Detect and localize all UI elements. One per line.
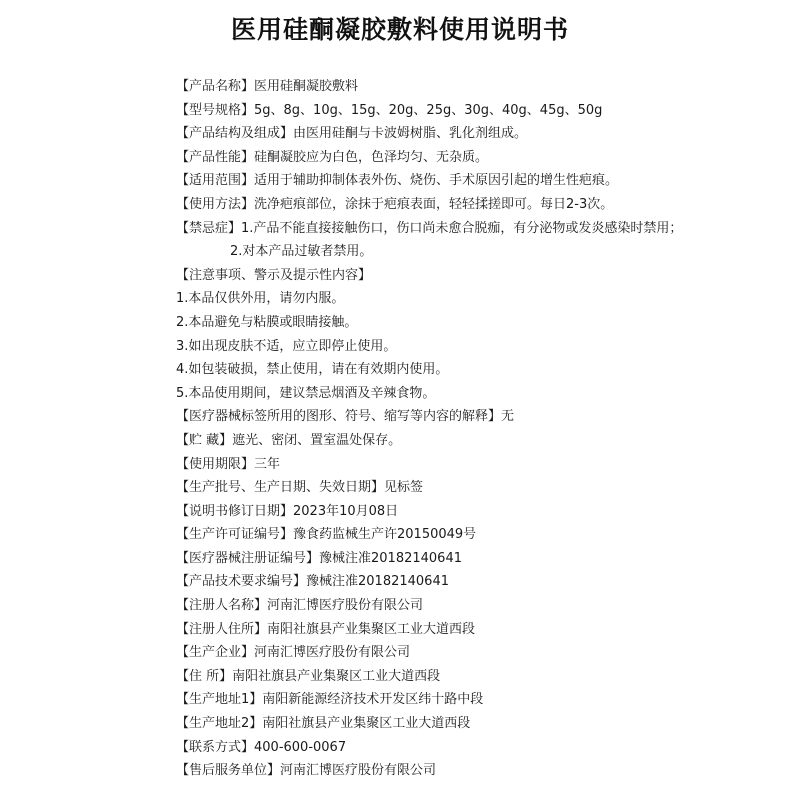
precaution-item: 1.本品仅供外用，请勿内服。 bbox=[176, 291, 345, 307]
revision-date-line: 【说明书修订日期】2023年10月08日 bbox=[176, 503, 399, 519]
address-line: 【住 所】南阳社旗县产业集聚区工业大道西段 bbox=[176, 668, 441, 684]
usage-line: 【使用方法】洗净疤痕部位，涂抹于疤痕表面，轻轻揉搓即可。每日2-3次。 bbox=[176, 196, 614, 212]
precautions-heading: 【注意事项、警示及提示性内容】 bbox=[176, 267, 372, 283]
product-name-line: 【产品名称】医用硅酮凝胶敷料 bbox=[176, 79, 359, 94]
contraindication-line-2: 2.对本产品过敏者禁用。 bbox=[230, 244, 373, 260]
storage-line: 【贮 藏】遮光、密闭、置室温处保存。 bbox=[176, 432, 402, 448]
precaution-item: 4.如包装破损，禁止使用，请在有效期内使用。 bbox=[176, 362, 449, 378]
after-sales-line: 【售后服务单位】河南汇博医疗股份有限公司 bbox=[176, 763, 437, 779]
scope-line: 【适用范围】适用于辅助抑制体表外伤、烧伤、手术原因引起的增生性疤痕。 bbox=[176, 173, 619, 189]
production-address-2-line: 【生产地址2】南阳社旗县产业集聚区工业大道西段 bbox=[176, 716, 471, 732]
label-symbols-line: 【医疗器械标签所用的图形、符号、缩写等内容的解释】无 bbox=[176, 409, 515, 425]
production-license-line: 【生产许可证编号】豫食药监械生产许20150049号 bbox=[176, 527, 477, 543]
performance-line: 【产品性能】硅酮凝胶应为白色，色泽均匀、无杂质。 bbox=[176, 149, 489, 165]
production-address-1-line: 【生产地址1】南阳新能源经济技术开发区纬十路中段 bbox=[176, 692, 484, 708]
batch-date-line: 【生产批号、生产日期、失效日期】见标签 bbox=[176, 480, 424, 496]
composition-line: 【产品结构及组成】由医用硅酮与卡波姆树脂、乳化剂组成。 bbox=[176, 126, 528, 142]
instruction-body bbox=[176, 75, 786, 783]
model-spec-line: 【型号规格】5g、8g、10g、15g、20g、25g、30g、40g、45g、50g bbox=[176, 102, 603, 118]
registration-number-line: 【医疗器械注册证编号】豫械注准20182140641 bbox=[176, 550, 462, 566]
shelf-life-line: 【使用期限】三年 bbox=[176, 456, 281, 472]
registrant-address-line: 【注册人住所】南阳社旗县产业集聚区工业大道西段 bbox=[176, 621, 476, 637]
tech-requirement-line: 【产品技术要求编号】豫械注准20182140641 bbox=[176, 574, 449, 590]
registrant-name-line: 【注册人名称】河南汇博医疗股份有限公司 bbox=[176, 598, 424, 614]
contraindication-line: 【禁忌症】1.产品不能直接接触伤口，伤口尚未愈合脱痂，有分泌物或发炎感染时禁用； bbox=[176, 220, 683, 236]
document-title: 医用硅酮凝胶敷料使用说明书 bbox=[230, 15, 569, 44]
precaution-item: 5.本品使用期间，建议禁忌烟酒及辛辣食物。 bbox=[176, 385, 436, 401]
manufacturer-line: 【生产企业】河南汇博医疗股份有限公司 bbox=[176, 645, 411, 661]
precaution-item: 2.本品避免与粘膜或眼睛接触。 bbox=[176, 314, 358, 330]
contact-line: 【联系方式】400-600-0067 bbox=[176, 739, 347, 755]
precaution-item: 3.如出现皮肤不适，应立即停止使用。 bbox=[176, 338, 397, 354]
